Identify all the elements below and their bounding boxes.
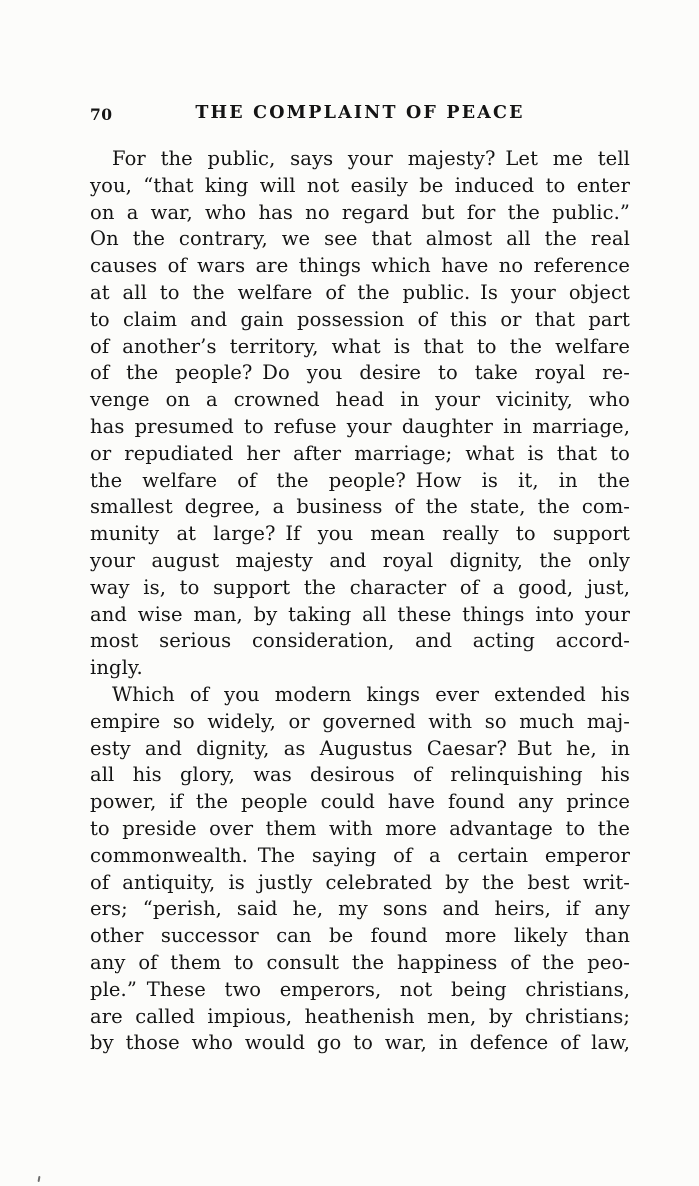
text-line: way is, to support the character of a good, just, bbox=[90, 575, 630, 599]
text-line: to claim and gain possession of this or that part bbox=[90, 307, 630, 331]
text-line: your august majesty and royal dignity, the only bbox=[90, 548, 630, 572]
text-line: most serious consideration, and acting accord- bbox=[90, 629, 630, 653]
text-line: to preside over them with more advantage to the bbox=[90, 816, 630, 840]
text-line: causes of wars are things which have no reference bbox=[90, 254, 630, 278]
text-line: of antiquity, is justly celebrated by the best writ- bbox=[90, 870, 630, 894]
text-line: power, if the people could have found any prince bbox=[90, 790, 630, 814]
scan-speck bbox=[37, 1176, 40, 1182]
text-line: venge on a crowned head in your vicinity, who bbox=[90, 388, 630, 412]
text-line: smallest degree, a business of the state, the com- bbox=[90, 495, 630, 519]
text-line: on a war, who has no regard but for the public.” bbox=[90, 200, 630, 224]
text-line: munity at large? If you mean really to support bbox=[90, 522, 630, 546]
text-line: the welfare of the people? How is it, in the bbox=[90, 468, 630, 492]
text-line: commonwealth. The saying of a certain emperor bbox=[90, 843, 630, 867]
text-line: empire so widely, or governed with so much maj- bbox=[90, 709, 630, 733]
text-line: Which of you modern kings ever extended his bbox=[112, 682, 630, 706]
text-line: other successor can be found more likely than bbox=[90, 924, 630, 948]
text-line: esty and dignity, as Augustus Caesar? But he, in bbox=[90, 736, 630, 760]
page-number: 70 bbox=[90, 105, 113, 124]
text-line: are called impious, heathenish men, by christians; bbox=[90, 1004, 630, 1028]
paragraph bbox=[90, 146, 630, 682]
text-line: at all to the welfare of the public. Is your object bbox=[90, 280, 630, 304]
text-line: On the contrary, we see that almost all the real bbox=[90, 227, 630, 251]
page-header bbox=[90, 103, 630, 125]
text-line: by those who would go to war, in defence of law, bbox=[90, 1031, 630, 1055]
text-line: ers; “perish, said he, my sons and heirs, if any bbox=[90, 897, 630, 921]
body-text bbox=[90, 146, 630, 1057]
text-line: For the public, says your majesty? Let me tell bbox=[112, 147, 630, 170]
text-line: of another’s territory, what is that to the welfare bbox=[90, 334, 630, 358]
text-line: or repudiated her after marriage; what is that to bbox=[90, 441, 630, 465]
text-line: and wise man, by taking all these things into your bbox=[90, 602, 630, 626]
text-line: has presumed to refuse your daughter in marriage, bbox=[90, 414, 630, 438]
text-line: all his glory, was desirous of relinquishing his bbox=[90, 763, 630, 787]
paragraph bbox=[90, 682, 630, 1057]
text-line: ple.” These two emperors, not being christians, bbox=[90, 977, 630, 1001]
text-line: of the people? Do you desire to take royal re- bbox=[90, 361, 630, 385]
text-line: you, “that king will not easily be induced to enter bbox=[90, 173, 630, 197]
text-line: ingly. bbox=[90, 656, 143, 680]
running-title: THE COMPLAINT OF PEACE bbox=[195, 103, 525, 123]
text-line: any of them to consult the happiness of the peo- bbox=[90, 950, 630, 974]
